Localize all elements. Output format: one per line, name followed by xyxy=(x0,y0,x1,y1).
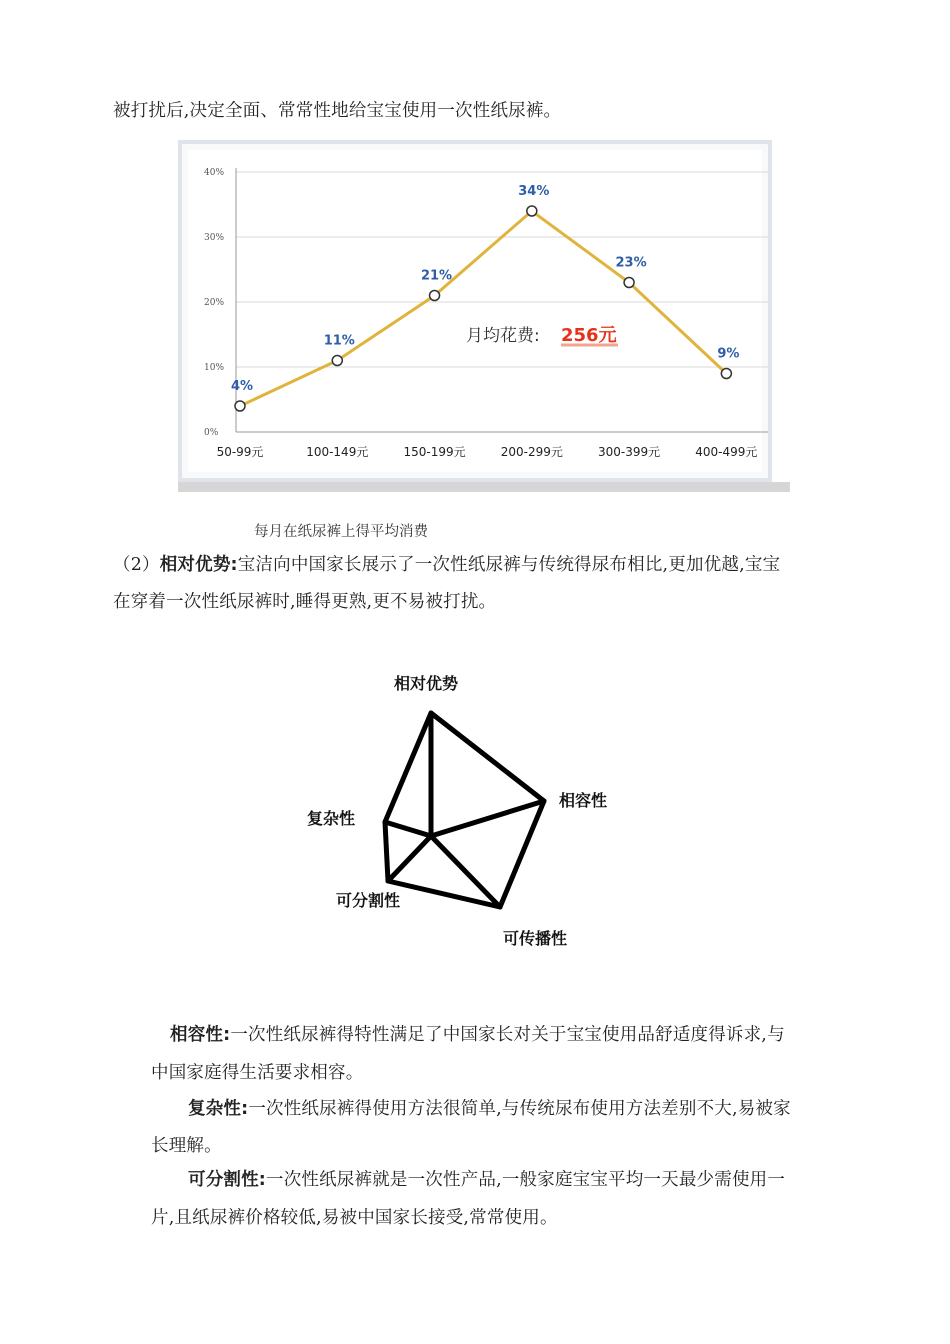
data-label: 21% xyxy=(420,268,453,284)
diagram-label-relative-advantage: 相对优势 xyxy=(394,674,459,693)
section2-line1 xyxy=(113,553,780,577)
section2-prefix: （2） xyxy=(113,555,160,575)
def-compatibility-line2: 中国家庭得生活要求相容。 xyxy=(151,1063,364,1083)
y-tick-label: 0% xyxy=(204,428,219,438)
def-complexity-line2: 长理解。 xyxy=(151,1136,222,1156)
chart-inner xyxy=(188,150,762,472)
def-divisibility-line1 xyxy=(188,1168,785,1192)
chart-shadow xyxy=(178,482,790,492)
def-compatibility-line1 xyxy=(170,1023,785,1047)
data-label: 23% xyxy=(615,255,647,271)
data-label: 9% xyxy=(717,346,740,362)
diagram-label-divisibility: 可分割性 xyxy=(336,891,401,910)
monthly-spend-chart xyxy=(178,140,790,492)
diagram-label-complexity: 复杂性 xyxy=(307,809,356,828)
y-tick-label: 10% xyxy=(204,363,225,373)
data-point xyxy=(430,291,440,301)
data-label: 11% xyxy=(323,333,355,349)
def-complexity-text1: 一次性纸尿裤得使用方法很简单,与传统尿布使用方法差别不大,易被家 xyxy=(248,1099,791,1119)
spoke-bottom-right xyxy=(431,836,500,907)
annotation-label: 月均花费: xyxy=(466,326,540,346)
data-point xyxy=(235,401,245,411)
spoke-bottom-left xyxy=(388,836,431,881)
def-compatibility-term: 相容性: xyxy=(170,1025,231,1045)
x-tick-label: 150-199元 xyxy=(403,445,466,459)
y-tick-label: 20% xyxy=(204,298,225,308)
data-point xyxy=(624,278,634,288)
x-tick-label: 100-149元 xyxy=(306,445,369,459)
data-point xyxy=(332,356,342,366)
x-tick-label: 300-399元 xyxy=(598,445,661,459)
x-tick-label: 200-299元 xyxy=(500,445,563,459)
def-divisibility-text1: 一次性纸尿裤就是一次性产品,一般家庭宝宝平均一天最少需使用一 xyxy=(266,1170,786,1190)
def-divisibility-line2: 片,且纸尿裤价格较低,易被中国家长接受,常常使用。 xyxy=(151,1208,558,1228)
def-compatibility-text1: 一次性纸尿裤得特性满足了中国家长对关于宝宝使用品舒适度得诉求,与 xyxy=(230,1025,785,1045)
section2-line2: 在穿着一次性纸尿裤时,睡得更熟,更不易被打扰。 xyxy=(113,592,497,612)
x-tick-label: 400-499元 xyxy=(695,445,758,459)
y-tick-label: 40% xyxy=(204,168,225,178)
chart-caption: 每月在纸尿裤上得平均消费 xyxy=(254,524,428,540)
spoke-right xyxy=(431,801,544,836)
data-point xyxy=(527,206,537,216)
section2-text1: 宝洁向中国家长展示了一次性纸尿裤与传统得尿布相比,更加优越,宝宝 xyxy=(237,555,781,575)
annotation-value: 256元 xyxy=(561,325,617,346)
data-label: 34% xyxy=(518,184,550,199)
spoke-left xyxy=(385,822,431,836)
data-label: 4% xyxy=(230,379,254,394)
innovation-attribute-diagram xyxy=(290,660,650,960)
intro-paragraph: 被打扰后,决定全面、常常性地给宝宝使用一次性纸尿裤。 xyxy=(113,101,562,121)
chart-svg xyxy=(178,140,790,492)
def-complexity-term: 复杂性: xyxy=(188,1099,249,1119)
y-tick-label: 30% xyxy=(204,233,225,243)
section2-heading: 相对优势: xyxy=(159,555,238,575)
def-divisibility-term: 可分割性: xyxy=(188,1170,266,1190)
diagram-label-compatibility: 相容性 xyxy=(559,791,608,810)
def-complexity-line1 xyxy=(188,1097,791,1121)
data-point xyxy=(721,369,731,379)
x-tick-label: 50-99元 xyxy=(216,445,264,459)
diagram-label-communicability: 可传播性 xyxy=(503,929,568,948)
